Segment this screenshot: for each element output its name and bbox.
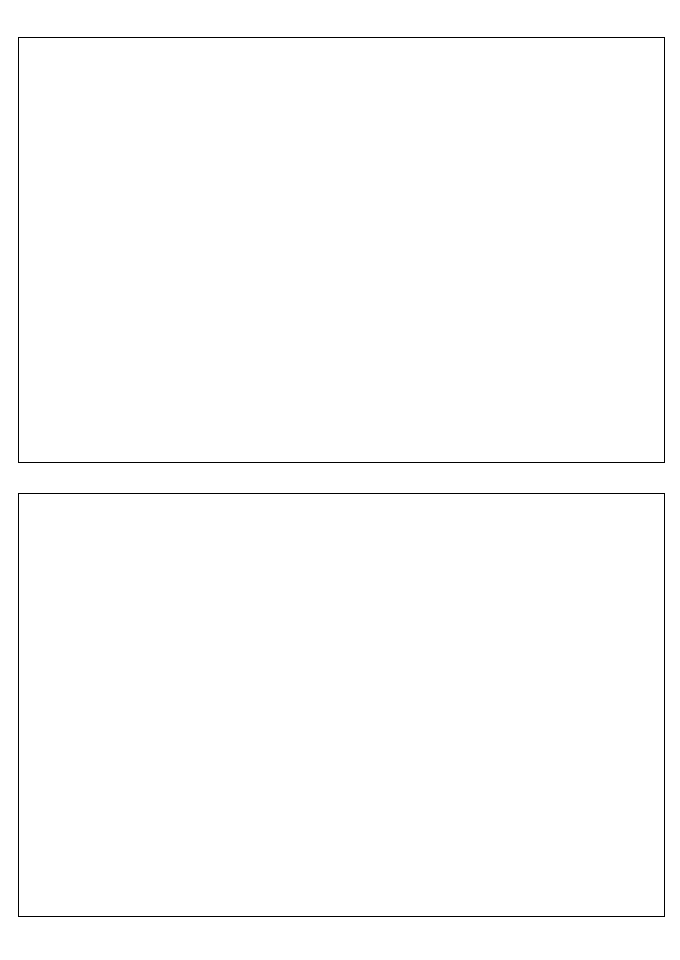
- chart-500hpa: [18, 493, 665, 917]
- map-300hpa: [19, 38, 664, 462]
- map-500hpa: [19, 494, 664, 916]
- chart-300hpa: [18, 37, 665, 463]
